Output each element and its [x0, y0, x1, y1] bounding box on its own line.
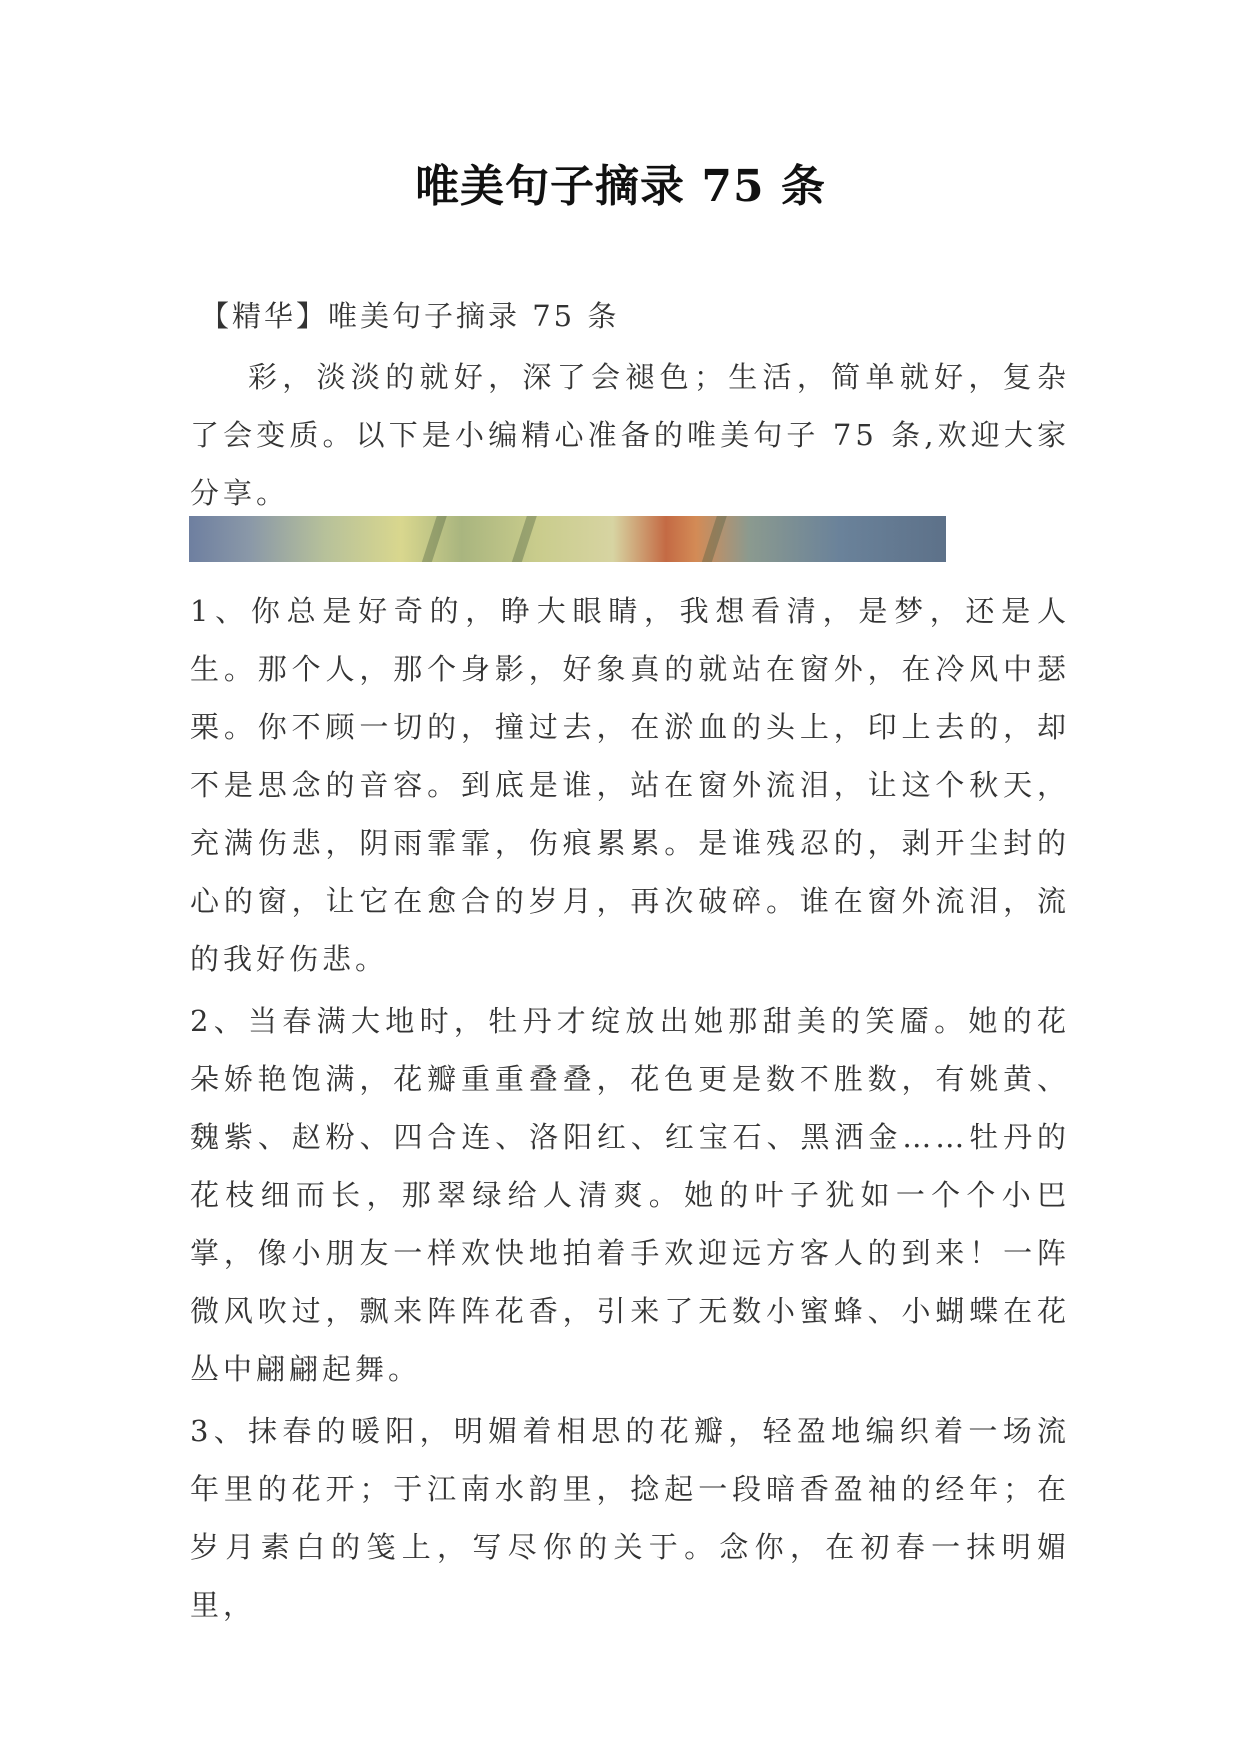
leaf-shape [699, 516, 728, 562]
list-item: 2、当春满大地时，牡丹才绽放出她那甜美的笑靥。她的花朵娇艳饱满，花瓣重重叠叠，花色更是数不胜数，有姚黄、魏紫、赵粉、四合连、洛阳红、红宝石、黑洒金……牡丹的花枝细而长，那翠绿给人清爽。她的叶子犹如一个个小巴掌，像小朋友一样欢快地拍着手欢迎远方客人的到来！一阵微风吹过，飘来阵阵花香，引来了无数小蜜蜂、小蝴蝶在花丛中翩翩起舞。 [190, 1004, 1070, 1386]
list-item: 1、你总是好奇的，睁大眼睛，我想看清，是梦，还是人生。那个人，那个身影，好象真的就站在窗外，在冷风中瑟栗。你不顾一切的，撞过去，在淤血的头上，印上去的，却不是思念的音容。到底是谁，站在窗外流泪，让这个秋天，充满伤悲，阴雨霏霏，伤痕累累。是谁残忍的，剥开尘封的心的窗，让它在愈合的岁月，再次破碎。谁在窗外流泪，流的我好伤悲。 [190, 594, 1070, 976]
decorative-photo-strip [189, 516, 946, 562]
document-subtitle: 【精华】唯美句子摘录 75 条 [200, 299, 620, 333]
leaf-shape [419, 516, 448, 562]
intro-paragraph: 彩，淡淡的就好，深了会褪色；生活，简单就好，复杂了会变质。以下是小编精心准备的唯美句子 75 条,欢迎大家分享。 [190, 360, 1070, 510]
list-item: 3、抹春的暖阳，明媚着相思的花瓣，轻盈地编织着一场流年里的花开；于江南水韵里，捻起一段暗香盈袖的经年；在岁月素白的笺上，写尽你的关于。念你，在初春一抹明媚里， [190, 1414, 1070, 1622]
leaf-shape [509, 516, 538, 562]
page-title: 唯美句子摘录 75 条 [415, 161, 826, 212]
